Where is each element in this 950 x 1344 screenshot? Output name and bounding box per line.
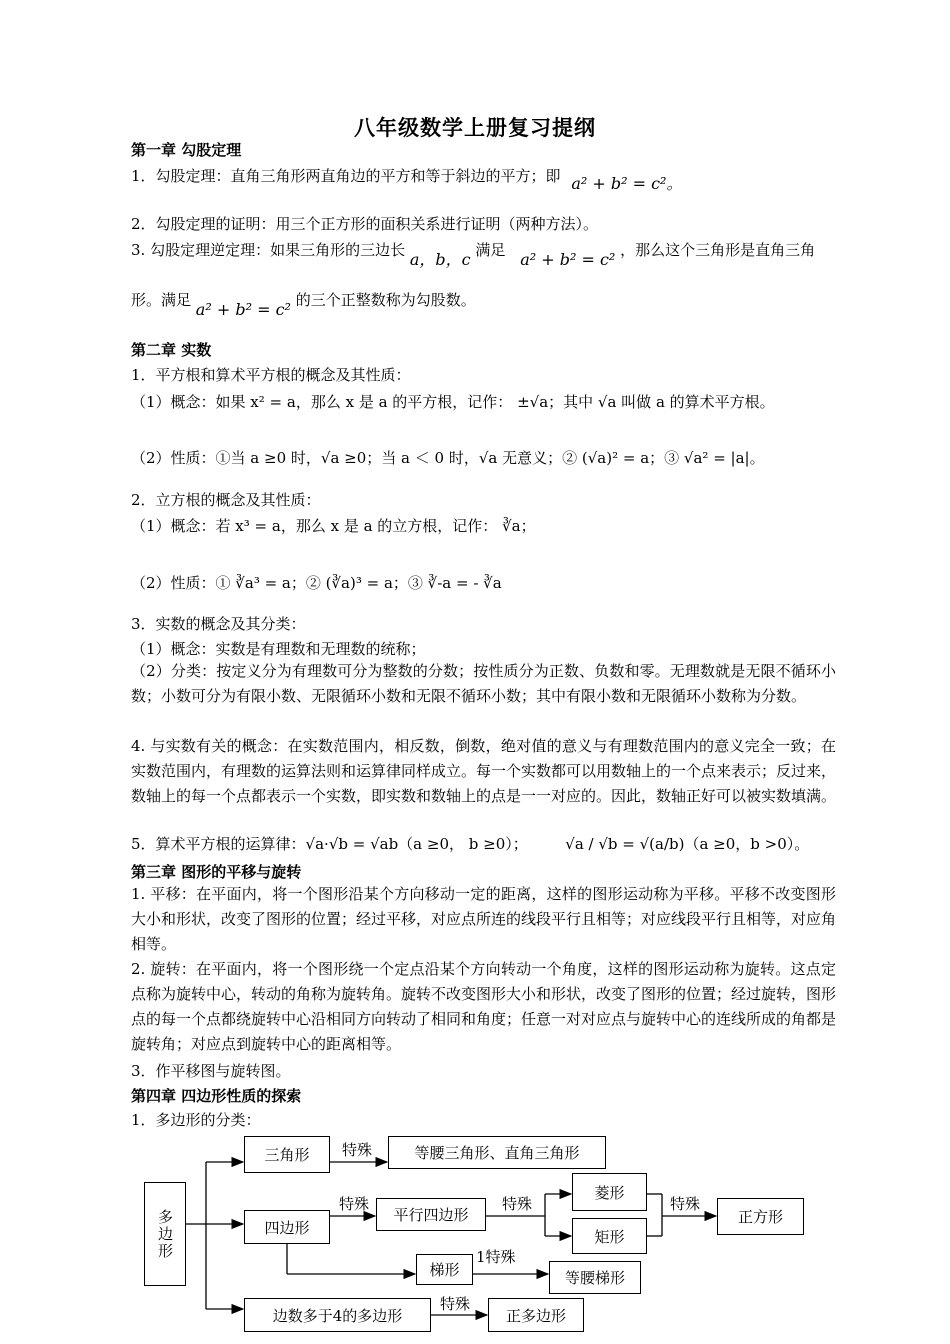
ch1-l3-text-c: ，那么这个三角形是直角三角	[620, 241, 816, 259]
label-special-parallelogram: 特殊	[502, 1195, 533, 1213]
ch3-drawing: 3．作平移图与旋转图。	[131, 1062, 291, 1080]
node-triangle: 三角形	[244, 1136, 330, 1173]
label-special-square: 特殊	[670, 1195, 701, 1213]
ch1-l4-text-b: 的三个正整数称为勾股数。	[295, 291, 476, 309]
ch2-s4: 4. 与实数有关的概念：在实数范围内，相反数，倒数，绝对值的意义与有理数范围内的意义完全一致；在实数范围内，有理数的运算法则和运算律同样成立。每一个实数都可以用数轴上的一个点来表示；反过来，数轴上的每一个点都表示一个实数，即实数和数轴上的点是一一对应的。因此，数轴正好可以被实数填满。	[131, 737, 837, 805]
chapter-3-heading: 第三章 图形的平移与旋转	[131, 863, 302, 881]
chapter-4-heading: 第四章 四边形性质的探索	[131, 1087, 302, 1105]
ch2-s3-classification: （2）分类：按定义分为有理数可分为整数的分数；按性质分为正数、负数和零。无理数就是无限不循环小数；小数可分为有限小数、无限循环小数和无限不循环小数；其中有限小数和无限循环小数称为分数。	[131, 662, 836, 705]
triangle-sides: a，b，c	[409, 250, 471, 269]
ch2-s3-concept: （1）概念：实数是有理数和无理数的统称；	[131, 640, 426, 658]
ch1-l3-text-a: 3. 勾股定理逆定理：如果三角形的三边长	[131, 241, 406, 259]
node-parallelogram: 平行四边形	[376, 1198, 486, 1231]
node-polygon-root	[144, 1182, 186, 1286]
node-square: 正方形	[717, 1198, 804, 1235]
chapter-2-heading: 第二章 实数	[131, 341, 212, 359]
node-rectangle: 矩形	[572, 1218, 647, 1254]
node-rhombus: 菱形	[572, 1173, 647, 1211]
ch2-s1-property: （2）性质：①当 a ≥0 时，√a ≥0；当 a ＜ 0 时，√a 无意义；② (√a)² = a；③ √a² = |a|。	[131, 449, 765, 467]
ch2-s2-concept: （1）概念：若 x³ = a，那么 x 是 a 的立方根，记作： ∛a；	[131, 517, 536, 535]
node-polygon-root-label: 多边形	[156, 1208, 174, 1260]
ch1-l3-text-b: 满足	[475, 241, 506, 259]
label-special-quad: 特殊	[339, 1195, 370, 1213]
converse-formula: a² + b² = c²	[520, 250, 616, 269]
node-triangle-special: 等腰三角形、直角三角形	[388, 1136, 606, 1169]
ch2-s3: 3．实数的概念及其分类：	[131, 615, 306, 633]
chapter-1-heading: 第一章 勾股定理	[131, 141, 242, 159]
pythagoras-formula: a² + b² = c²。	[571, 174, 683, 193]
node-isosceles-trapezoid: 等腰梯形	[549, 1261, 641, 1294]
node-trapezoid: 梯形	[416, 1254, 473, 1285]
ch1-l1-text: 1．勾股定理：直角三角形两直角边的平方和等于斜边的平方；即	[131, 167, 561, 185]
node-regular-polygon: 正多边形	[488, 1298, 584, 1332]
ch3-rotation: 2. 旋转：在平面内，将一个图形绕一个定点沿某个方向转动一个角度，这样的图形运动称为旋转。这点定点称为旋转中心，转动的角称为旋转角。旋转不改变图形大小和形状，改变了图形的位置；经过旋转，图形点的每一个点都绕旋转中心沿相同方向转动了相同和角度；任意一对对应点与旋转中心的连线所成的角都是旋转角；对应点到旋转中心的距离相等。	[131, 960, 837, 1053]
ch2-s2: 2．立方根的概念及其性质：	[131, 491, 321, 509]
node-quadrilateral: 四边形	[244, 1210, 330, 1244]
pythagorean-triple-formula: a² + b² = c²	[195, 300, 291, 319]
label-special-triangle: 特殊	[342, 1141, 373, 1159]
label-special-trapezoid: 1特殊	[476, 1248, 516, 1266]
node-polygon-more-than-4: 边数多于4的多边形	[244, 1298, 431, 1332]
ch3-translation: 1. 平移：在平面内，将一个图形沿某个方向移动一定的距离，这样的图形运动称为平移。平移不改变图形大小和形状，改变了图形的位置；经过平移，对应点所连的线段平行且相等；对应线段平行且相等，对应角相等。	[131, 885, 837, 953]
ch2-s1: 1．平方根和算术平方根的概念及其性质：	[131, 366, 411, 384]
ch4-s1: 1．多边形的分类：	[131, 1111, 261, 1129]
ch2-s1-concept: （1）概念：如果 x² = a，那么 x 是 a 的平方根，记作： ±√a；其中 √a 叫做 a 的算术平方根。	[131, 393, 775, 411]
ch1-l4-text-a: 形。满足	[131, 291, 192, 309]
ch2-s2-property: （2）性质：① ∛a³ = a；② (∛a)³ = a；③ ∛-a = - ∛a	[131, 574, 502, 592]
document-title: 八年级数学上册复习提纲	[354, 115, 596, 140]
ch2-s5: 5．算术平方根的运算律：√a·√b = √ab（a ≥0， b ≥0）； √a / √b = √(a/b)（a ≥0，b >0）。	[131, 835, 810, 853]
label-special-regular: 特殊	[440, 1295, 471, 1313]
ch1-line-2: 2．勾股定理的证明：用三个正方形的面积关系进行证明（两种方法）。	[131, 215, 599, 233]
